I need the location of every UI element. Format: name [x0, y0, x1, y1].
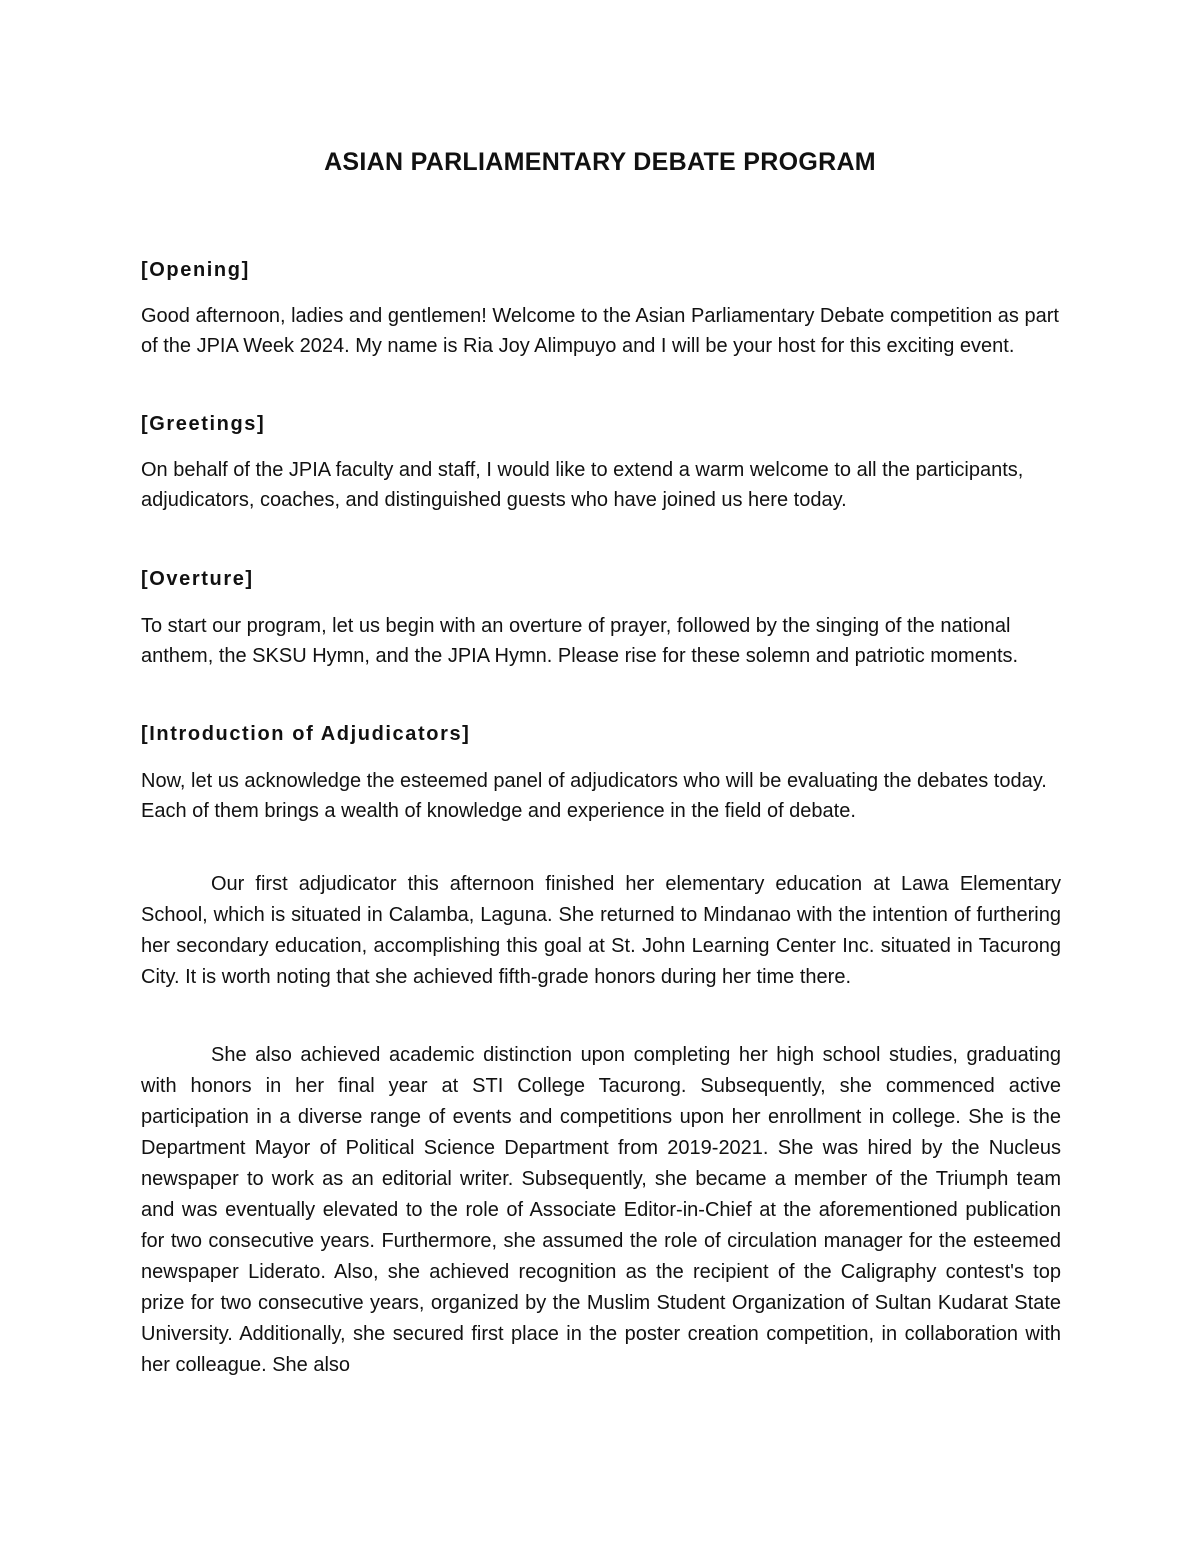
document-title: ASIAN PARLIAMENTARY DEBATE PROGRAM: [324, 148, 876, 176]
overture-paragraph: To start our program, let us begin with an overture of prayer, followed by the singing of the national anthem, the SKSU Hymn, and the JPIA Hymn. Please rise for these solemn and patriotic moments.: [141, 615, 1019, 667]
section-heading-opening: [Opening]: [141, 259, 250, 281]
section-heading-adjudicators: [Introduction of Adjudicators]: [141, 723, 471, 745]
first-adjudicator-achievements-paragraph: She also achieved academic distinction upon completing her high school studies, graduating with honors in her final year at STI College Tacurong. Subsequently, she commenced active participation in a diverse range of events and competitions upon her enrollment in college. She is the Department Mayor of Political Science Department from 2019-2021. She was hired by the Nucleus newspaper to work as an editorial writer. Subsequently, she became a member of the Triumph team and was eventually elevated to the role of Associate Editor-in-Chief at the aforementioned publication for two consecutive years. Furthermore, she assumed the role of circulation manager for the esteemed newspaper Liderato. Also, she achieved recognition as the recipient of the Caligraphy contest's top prize for two consecutive years, organized by the Muslim Student Organization of Sultan Kudarat State University. Additionally, she secured first place in the poster creation competition, in collaboration with her colleague. She also: [141, 1044, 1061, 1376]
section-heading-overture: [Overture]: [141, 568, 254, 590]
opening-paragraph: Good afternoon, ladies and gentlemen! Welcome to the Asian Parliamentary Debate competition as part of the JPIA Week 2024. My name is Ria Joy Alimpuyo and I will be your host for this exciting event.: [141, 305, 1059, 357]
section-heading-greetings: [Greetings]: [141, 413, 266, 435]
first-adjudicator-paragraph: Our first adjudicator this afternoon finished her elementary education at Lawa Elementary School, which is situated in Calamba, Laguna. She returned to Mindanao with the intention of furthering her secondary education, accomplishing this goal at St. John Learning Center Inc. situated in Tacurong City. It is worth noting that she achieved fifth-grade honors during her time there.: [141, 873, 1061, 988]
adjudicators-intro-paragraph: Now, let us acknowledge the esteemed panel of adjudicators who will be evaluating the debates today. Each of them brings a wealth of knowledge and experience in the field of debate.: [141, 770, 1047, 822]
greetings-paragraph: On behalf of the JPIA faculty and staff, I would like to extend a warm welcome to all the participants, adjudicators, coaches, and distinguished guests who have joined us here today.: [141, 459, 1024, 511]
